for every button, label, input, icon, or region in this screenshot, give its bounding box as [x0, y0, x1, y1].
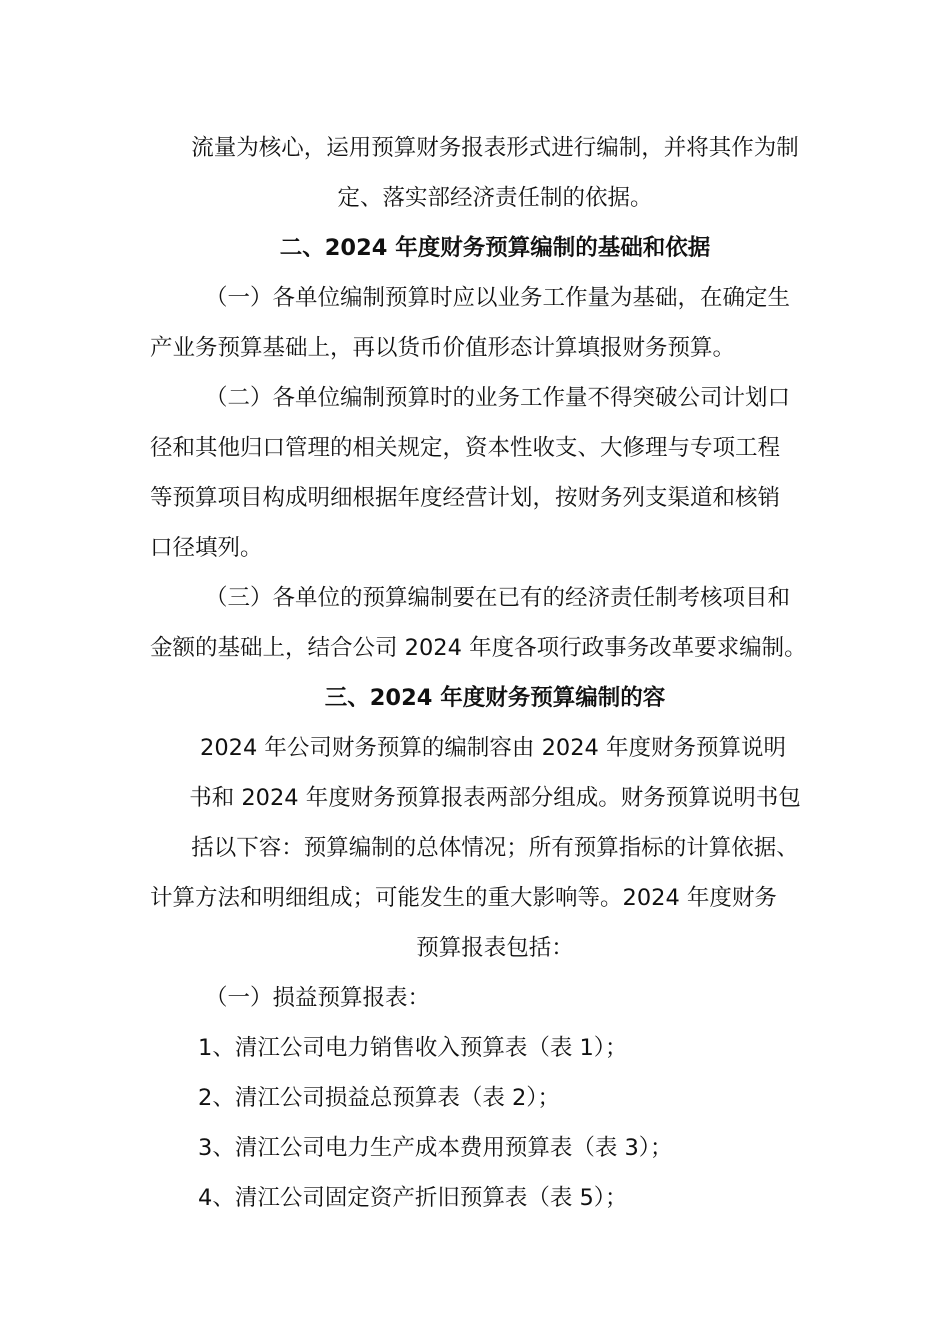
paragraph-line: 括以下容：预算编制的总体情况；所有预算指标的计算依据、: [191, 835, 799, 861]
paragraph-line: 产业务预算基础上，再以货币价值形态计算填报财务预算。: [150, 335, 736, 361]
paragraph-line: 口径填列。: [150, 535, 263, 561]
list-item: 2、清江公司损益总预算表（表 2）；: [198, 1085, 561, 1111]
paragraph-line: （一）各单位编制预算时应以业务工作量为基础，在确定生: [205, 285, 791, 311]
paragraph-line: 流量为核心，运用预算财务报表形式进行编制，并将其作为制: [191, 135, 799, 161]
list-heading: （一）损益预算报表：: [205, 985, 431, 1011]
paragraph-line: 计算方法和明细组成；可能发生的重大影响等。2024 年度财务: [150, 885, 777, 911]
paragraph-line: 金额的基础上，结合公司 2024 年度各项行政事务改革要求编制。: [150, 635, 807, 661]
paragraph-line: （二）各单位编制预算时的业务工作量不得突破公司计划口: [205, 385, 791, 411]
paragraph-line: 等预算项目构成明细根据年度经营计划，按财务列支渠道和核销: [150, 485, 781, 511]
list-item: 3、清江公司电力生产成本费用预算表（表 3）；: [198, 1135, 673, 1161]
paragraph-line: 书和 2024 年度财务预算报表两部分组成。财务预算说明书包: [189, 785, 801, 811]
paragraph-line: 径和其他归口管理的相关规定，资本性收支、大修理与专项工程: [150, 435, 781, 461]
section-heading: 二、2024 年度财务预算编制的基础和依据: [279, 235, 711, 261]
paragraph-line: 2024 年公司财务预算的编制容由 2024 年度财务预算说明: [200, 735, 786, 761]
list-item: 4、清江公司固定资产折旧预算表（表 5）；: [198, 1185, 628, 1211]
section-heading: 三、2024 年度财务预算编制的容: [324, 685, 666, 711]
paragraph-line: （三）各单位的预算编制要在已有的经济责任制考核项目和: [205, 585, 791, 611]
paragraph-line: 定、落实部经济责任制的依据。: [337, 185, 653, 211]
list-item: 1、清江公司电力销售收入预算表（表 1）；: [198, 1035, 628, 1061]
paragraph-line: 预算报表包括：: [416, 935, 574, 961]
